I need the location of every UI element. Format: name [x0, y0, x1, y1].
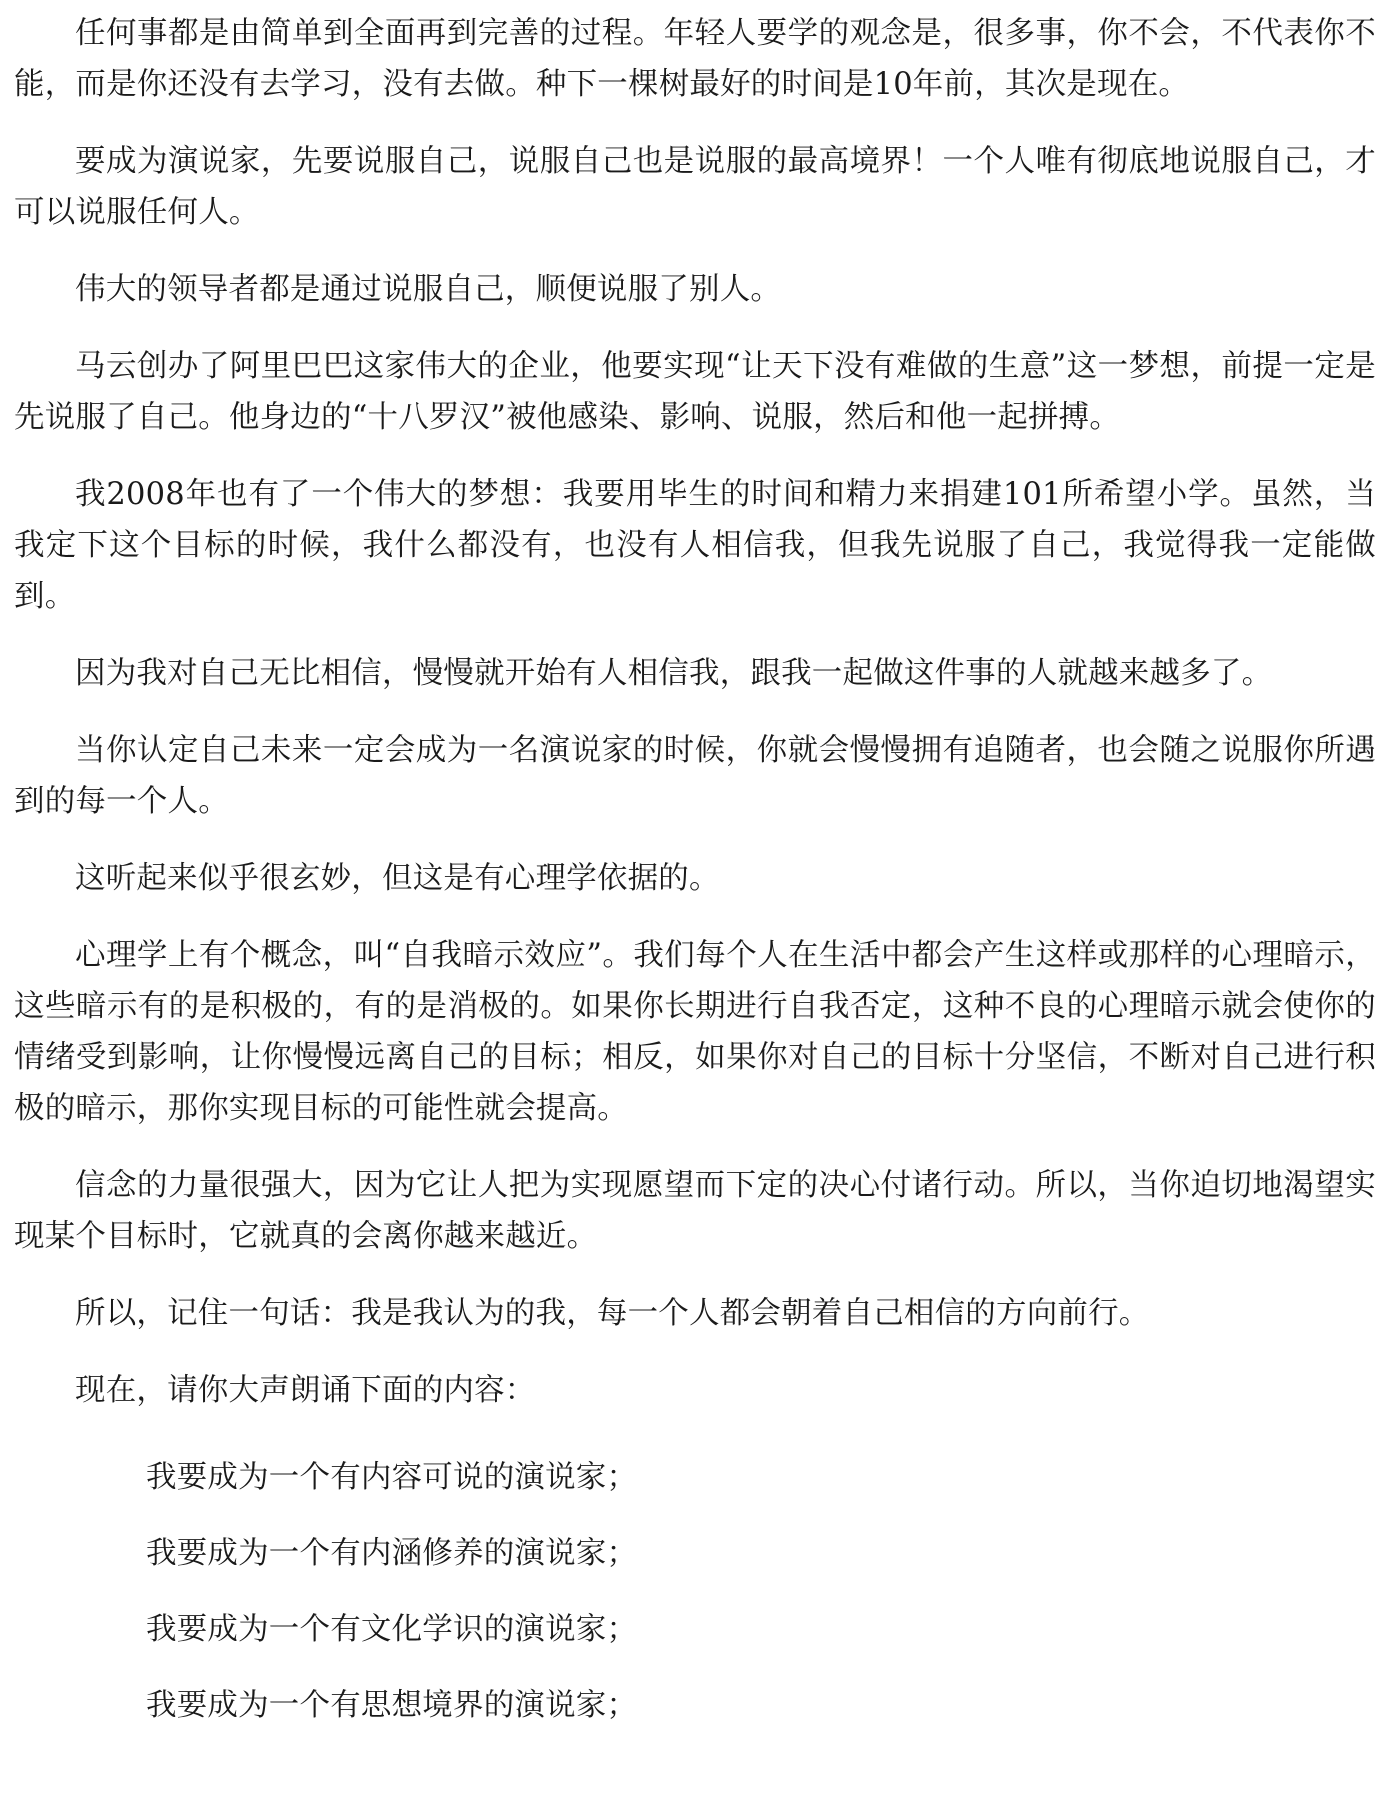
recitation-item: 我要成为一个有内容可说的演说家；: [146, 1460, 638, 1495]
paragraph: 信念的力量很强大，因为它让人把为实现愿望而下定的决心付诸行动。所以，当你迫切地渴望实现某个目标时，它就真的会离你越来越近。: [14, 1168, 1376, 1254]
paragraph: 因为我对自己无比相信，慢慢就开始有人相信我，跟我一起做这件事的人就越来越多了。: [75, 656, 1273, 691]
paragraph: 任何事都是由简单到全面再到完善的过程。年轻人要学的观念是，很多事，你不会，不代表你不能，而是你还没有去学习，没有去做。种下一棵树最好的时间是10年前，其次是现在。: [14, 16, 1376, 102]
paragraph: 现在，请你大声朗诵下面的内容：: [75, 1373, 536, 1408]
paragraph: 马云创办了阿里巴巴这家伟大的企业，他要实现“让天下没有难做的生意”这一梦想，前提一定是先说服了自己。他身边的“十八罗汉”被他感染、影响、说服，然后和他一起拼搏。: [14, 349, 1376, 435]
paragraph: 这听起来似乎很玄妙，但这是有心理学依据的。: [75, 861, 720, 896]
paragraph: 要成为演说家，先要说服自己，说服自己也是说服的最高境界！一个人唯有彻底地说服自己，才可以说服任何人。: [14, 144, 1376, 230]
recitation-item: 我要成为一个有思想境界的演说家；: [146, 1688, 638, 1723]
recitation-item: 我要成为一个有内涵修养的演说家；: [146, 1536, 638, 1571]
paragraph: 我2008年也有了一个伟大的梦想：我要用毕生的时间和精力来捐建101所希望小学。虽然，当我定下这个目标的时候，我什么都没有，也没有人相信我，但我先说服了自己，我觉得我一定能做到。: [14, 477, 1376, 614]
document-page: [14, 8, 1376, 1756]
paragraph: 伟大的领导者都是通过说服自己，顺便说服了别人。: [75, 272, 782, 307]
paragraph: 心理学上有个概念，叫“自我暗示效应”。我们每个人在生活中都会产生这样或那样的心理暗示，这些暗示有的是积极的，有的是消极的。如果你长期进行自我否定，这种不良的心理暗示就会使你的情绪受到影响，让你慢慢远离自己的目标；相反，如果你对自己的目标十分坚信，不断对自己进行积极的暗示，那你实现目标的可能性就会提高。: [14, 938, 1376, 1126]
recitation-list: [14, 1452, 1376, 1731]
paragraph: 当你认定自己未来一定会成为一名演说家的时候，你就会慢慢拥有追随者，也会随之说服你所遇到的每一个人。: [14, 733, 1376, 819]
paragraph: 所以，记住一句话：我是我认为的我，每一个人都会朝着自己相信的方向前行。: [75, 1296, 1150, 1331]
recitation-item: 我要成为一个有文化学识的演说家；: [146, 1612, 638, 1647]
